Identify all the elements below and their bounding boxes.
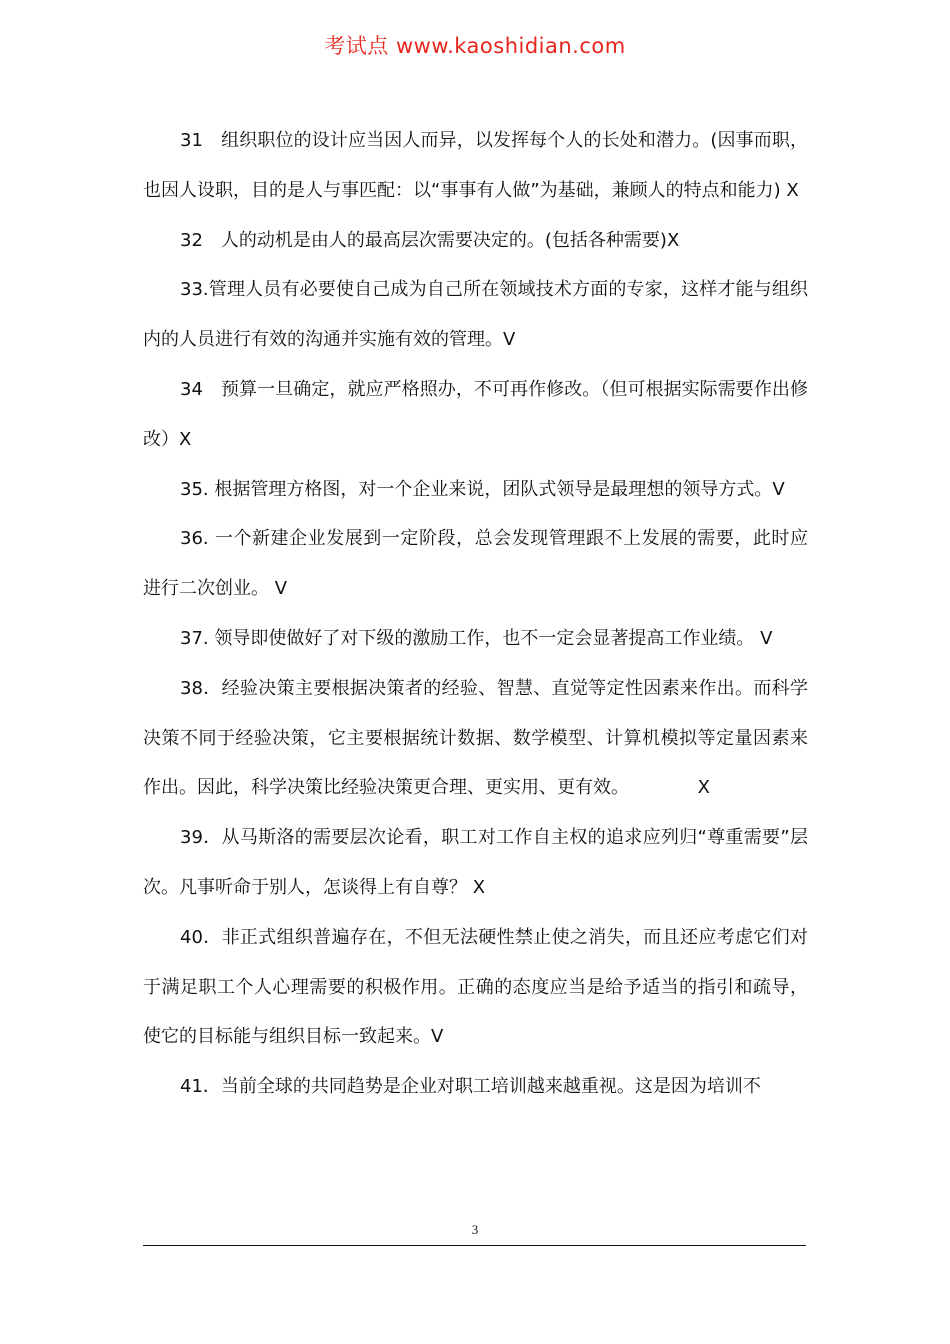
paragraph-35: 35. 根据管理方格图，对一个企业来说，团队式领导是最理想的领导方式。V — [180, 478, 785, 500]
paragraph-32: 32 人的动机是由人的最高层次需要决定的。(包括各种需要)X — [180, 229, 680, 251]
paragraph-38-answer: X — [697, 777, 711, 799]
paragraph-40: 40．非正式组织普遍存在，不但无法硬性禁止使之消失，而且还应考虑它们对于满足职工个人心理需要的积极作用。正确的态度应当是给予适当的指引和疏导，使它的目标能与组织目标一致起来。V — [143, 926, 808, 1048]
header-site-url: www.kaoshidian.com — [395, 34, 626, 58]
paragraph-41: 41．当前全球的共同趋势是企业对职工培训越来越重视。这是因为培训不 — [180, 1076, 761, 1098]
paragraph-38: 38．经验决策主要根据决策者的经验、智慧、直觉等定性因素来作出。而科学决策不同于经验决策，它主要根据统计数据、数学模型、计算机模拟等定量因素来作出。因此，科学决策比经验决策更合理、更实用、更有效。 X — [143, 677, 808, 799]
footer-divider — [143, 1245, 806, 1246]
paragraph-37: 37. 领导即使做好了对下级的激励工作，也不一定会显著提高工作业绩。 V — [180, 627, 773, 649]
paragraph-39: 39．从马斯洛的需要层次论看，职工对工作自主权的追求应列归“尊重需要”层次。凡事听命于别人，怎谈得上有自尊？ X — [143, 827, 808, 898]
header-site-name: 考试点 — [324, 34, 389, 58]
page-header — [0, 30, 950, 60]
paragraph-33: 33.管理人员有必要使自己成为自己所在领域技术方面的专家，这样才能与组织内的人员进行有效的沟通并实施有效的管理。V — [143, 279, 808, 351]
paragraph-36: 36. 一个新建企业发展到一定阶段，总会发现管理跟不上发展的需要，此时应进行二次创业。 V — [143, 528, 808, 600]
page-number: 3 — [471, 1222, 479, 1237]
paragraph-31: 31 组织职位的设计应当因人而异，以发挥每个人的长处和潜力。(因事而职，也因人设职，目的是人与事匹配：以“事事有人做”为基础，兼顾人的特点和能力) X — [143, 130, 808, 201]
paragraph-34: 34 预算一旦确定，就应严格照办，不可再作修改。（但可根据实际需要作出修改）X — [143, 378, 808, 450]
document-body — [143, 116, 808, 1112]
